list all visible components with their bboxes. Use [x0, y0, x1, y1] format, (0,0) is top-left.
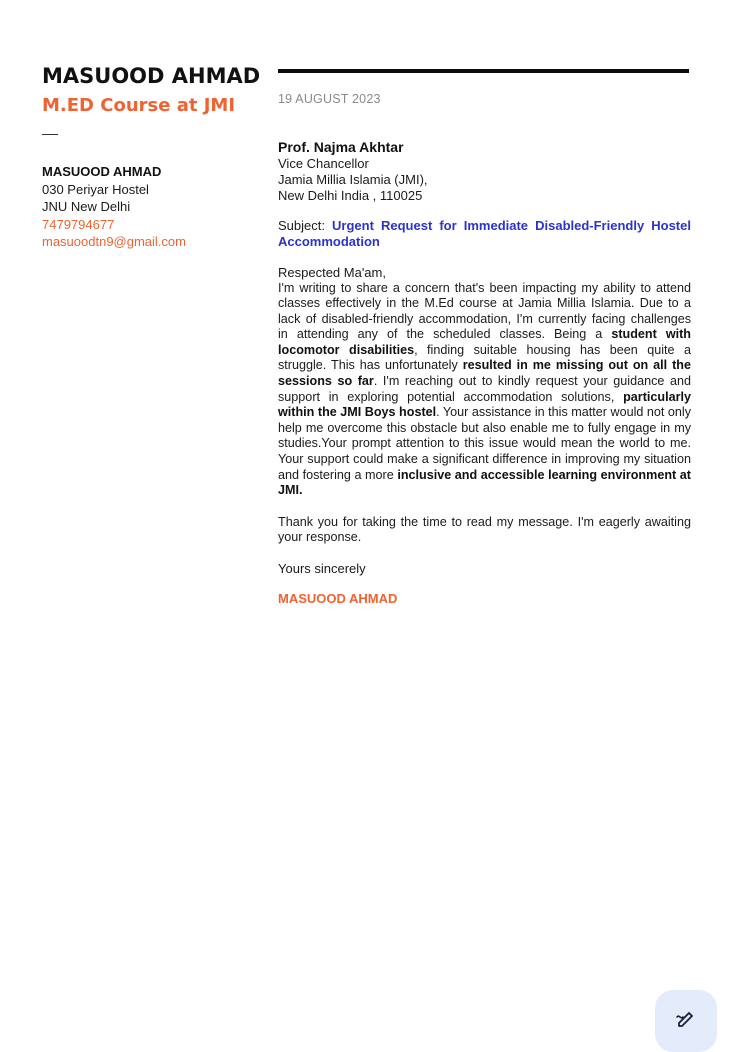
body-emphasis: resulted in me missing out on all the sessions so far: [278, 358, 691, 389]
closing-paragraph: Thank you for taking the time to read my message. I'm eagerly awaiting your response.: [278, 514, 691, 545]
contact-phone: 7479794677: [42, 216, 115, 232]
subject-text: Urgent Request for Immediate Disabled-Friendly Hostel Accommodation: [278, 218, 691, 249]
greeting: Respected Ma'am,: [278, 265, 386, 280]
recipient-organization: Jamia Millia Islamia (JMI),: [278, 172, 428, 187]
letter-date: 19 AUGUST 2023: [278, 92, 381, 106]
subject-label: Subject:: [278, 218, 325, 233]
contact-name: MASUOOD AHMAD: [42, 164, 162, 179]
divider: [42, 134, 58, 135]
body-emphasis: student with locomotor disabilities: [278, 327, 691, 357]
body-text: , finding suitable housing has been quite a struggle. This has unfortunately: [278, 342, 691, 373]
body-emphasis: particularly within the JMI Boys hostel: [278, 389, 691, 420]
body-text: I'm writing to share a concern that's been impacting my ability to attend classes effectively in the M.Ed course at Jamia Millia Islamia. Due to a lack of disabled-friendly accommodation, I'm currently facing challenges in attending any of the scheduled classes. Being a: [278, 280, 691, 342]
contact-email: masuoodtn9@gmail.com: [42, 234, 186, 249]
body-text: . I'm reaching out to kindly request your guidance and support in exploring potential accommodation solutions,: [278, 374, 691, 404]
body-emphasis: inclusive and accessible learning environment at JMI.: [278, 467, 691, 498]
letter-column: [278, 69, 691, 606]
recipient-title: Vice Chancellor: [278, 156, 369, 171]
sender-name-heading: MASUOOD AHMAD: [42, 64, 261, 88]
recipient-location: New Delhi India , 110025: [278, 188, 423, 203]
sender-column: [42, 62, 264, 251]
recipient-block: [278, 138, 691, 204]
signature: MASUOOD AHMAD: [278, 591, 398, 606]
letter-body: [278, 281, 691, 499]
edit-button[interactable]: [655, 990, 717, 1052]
contact-block: [42, 163, 264, 251]
recipient-name: Prof. Najma Akhtar: [278, 139, 404, 155]
sender-subheading: M.ED Course at JMI: [42, 95, 236, 116]
body-text: . Your assistance in this matter would not only help me overcome this obstacle but also enable me to fully engage in my studies.Your prompt attention to this issue would mean the world to me. Your support could make a significant difference in improving my situation and fostering a more: [278, 405, 691, 482]
header-rule: [278, 69, 689, 73]
contact-address-line1: 030 Periyar Hostel: [42, 181, 149, 197]
edit-pencil-icon: [675, 1008, 697, 1030]
contact-address-line2: JNU New Delhi: [42, 199, 131, 214]
subject-line: [278, 218, 691, 249]
valediction: Yours sincerely: [278, 561, 366, 576]
